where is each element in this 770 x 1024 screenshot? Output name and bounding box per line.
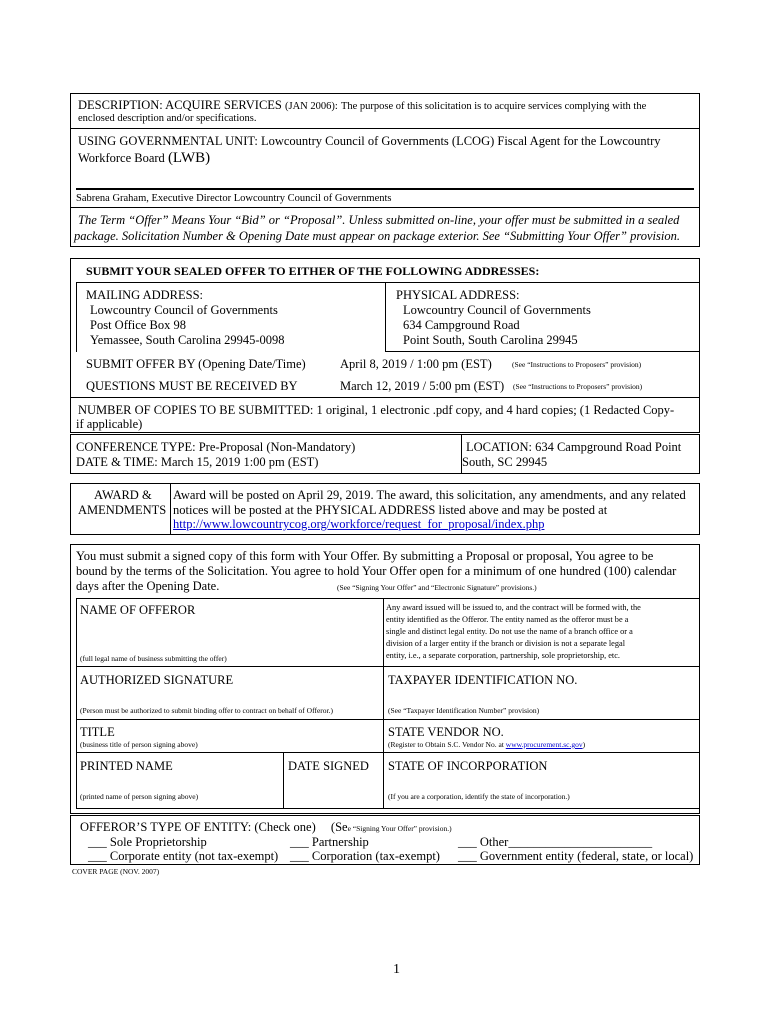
footer-label: COVER PAGE (NOV. 2007) [72, 867, 160, 876]
entity-option[interactable]: ___ Partnership [290, 835, 369, 849]
entity-option[interactable]: ___ Government entity (federal, state, or local) [458, 849, 694, 863]
state-vendor-hint-end: ) [582, 740, 586, 749]
entity-option[interactable]: ___ Corporate entity (not tax-exempt) [88, 849, 279, 863]
questions-note: (See “Instructions to Proposers” provision) [513, 382, 643, 391]
mailing-address-line: Lowcountry Council of Governments [90, 303, 278, 317]
offeror-side-note: division of a larger entity if the branch or division is not a separate legal [386, 639, 626, 648]
divider [76, 666, 700, 667]
state-vendor-hint [388, 740, 585, 750]
offeror-side-note: Any award issued will be issued to, and the contract will be formed with, the [386, 603, 641, 612]
state-incorporation-hint: (If you are a corporation, identify the state of incorporation.) [388, 792, 570, 801]
submit-by-label: SUBMIT OFFER BY (Opening Date/Time) [86, 357, 306, 371]
printed-name-hint: (printed name of person signing above) [80, 792, 199, 801]
entity-option[interactable]: ___ Other_______________________ [458, 835, 653, 849]
award-label: AMENDMENTS [78, 503, 167, 517]
offeror-side-note: entity identified as the Offeror. The entity named as the offeror must be a [386, 615, 629, 624]
offeror-name-label: NAME OF OFFEROR [80, 603, 196, 617]
divider [383, 598, 384, 809]
conference-type: CONFERENCE TYPE: Pre-Proposal (Non-Mandatory) [76, 440, 356, 454]
divider [76, 598, 77, 809]
mailing-address-line: Post Office Box 98 [90, 318, 186, 332]
description-date: (JAN 2006): [285, 101, 338, 112]
page-number: 1 [393, 962, 400, 977]
entity-note: e “Signing Your Offer” provision.) [347, 824, 452, 833]
conference-datetime: DATE & TIME: March 15, 2019 1:00 pm (EST) [76, 455, 319, 469]
entity-label-text: OFFEROR’S TYPE OF ENTITY: (Check one) [80, 820, 316, 834]
physical-address-line: 634 Campground Road [403, 318, 520, 332]
award-text-line1: Award will be posted on April 29, 2019. The award, this solicitation, any amendments, and any related [173, 488, 686, 502]
offeror-side-note: single and distinct legal entity. Do not use the name of a branch office or a [386, 627, 633, 636]
divider [70, 397, 700, 398]
submit-by-note: (See “Instructions to Proposers” provision) [512, 360, 642, 369]
conference-location: LOCATION: 634 Campground Road Point [466, 440, 682, 454]
divider [76, 808, 700, 809]
offeror-side-note: entity, i.e., a separate corporation, partnership, sole proprietorship, etc. [386, 651, 620, 660]
signature-rule [76, 188, 694, 190]
governmental-unit-line2 [78, 151, 210, 166]
addresses-heading: SUBMIT YOUR SEALED OFFER TO EITHER OF THE FOLLOWING ADDRESSES: [86, 264, 540, 278]
printed-name-label: PRINTED NAME [80, 759, 173, 773]
description-label: DESCRIPTION: ACQUIRE SERVICES [78, 98, 282, 112]
title-label: TITLE [80, 725, 115, 739]
state-vendor-label: STATE VENDOR NO. [388, 725, 504, 739]
submit-by-value: April 8, 2019 / 1:00 pm (EST) [340, 357, 492, 371]
description-body-2: enclosed description and/or specifications. [78, 113, 257, 124]
physical-address-label: PHYSICAL ADDRESS: [396, 288, 520, 302]
taxpayer-id-label: TAXPAYER IDENTIFICATION NO. [388, 673, 578, 687]
award-link[interactable]: http://www.lowcountrycog.org/workforce/request_for_proposal/index.php [173, 517, 545, 531]
divider [76, 598, 700, 599]
conference-location: South, SC 29945 [462, 455, 548, 469]
mailing-address-label: MAILING ADDRESS: [86, 288, 204, 302]
authorized-signature-hint: (Person must be authorized to submit binding offer to contract on behalf of Offeror.) [80, 706, 333, 715]
divider [76, 282, 386, 283]
agreement-note: (See “Signing Your Offer” and “Electronic Signature” provisions.) [337, 583, 537, 592]
entity-option[interactable]: ___ Sole Proprietorship [88, 835, 207, 849]
state-incorporation-label: STATE OF INCORPORATION [388, 759, 548, 773]
entity-label [80, 820, 452, 835]
award-text-line2: notices will be posted at the PHYSICAL ADDRESS listed above and may be posted at [173, 503, 608, 517]
copies-line1: NUMBER OF COPIES TO BE SUBMITTED: 1 original, 1 electronic .pdf copy, and 4 hard copies; (1 Redacted Copy- [78, 403, 675, 417]
offer-term-line1: The Term “Offer” Means Your “Bid” or “Proposal”. Unless submitted on-line, your offer must be submitted in a sealed [78, 213, 680, 227]
agreement-line2: bound by the terms of the Solicitation. You agree to hold Your Offer open for a minimum of one hundred (100) calendar [76, 564, 677, 578]
title-hint: (business title of person signing above) [80, 740, 198, 749]
divider [70, 207, 700, 208]
award-label: AWARD & [94, 488, 152, 502]
divider [283, 752, 284, 808]
state-vendor-hint-text: (Register to Obtain S.C. Vendor No. at [388, 740, 504, 749]
governmental-unit-line1: USING GOVERNMENTAL UNIT: Lowcountry Council of Governments (LCOG) Fiscal Agent for the Lowcountry [78, 134, 661, 148]
offer-term-line2: package. Solicitation Number & Opening Date must appear on package exterior. See “Submitting Your Offer” provision. [74, 229, 680, 243]
physical-address-line: Point South, South Carolina 29945 [403, 333, 578, 347]
divider [76, 752, 700, 753]
description-body: The purpose of this solicitation is to acquire services complying with the [340, 101, 647, 112]
agreement-line1: You must submit a signed copy of this form with Your Offer. By submitting a Proposal or proposal, You agree to be [76, 549, 654, 563]
governmental-unit-board: Workforce Board [78, 151, 165, 165]
entity-option[interactable]: ___ Corporation (tax-exempt) [290, 849, 440, 863]
offeror-name-hint: (full legal name of business submitting the offer) [80, 654, 227, 663]
questions-label: QUESTIONS MUST BE RECEIVED BY [86, 379, 298, 393]
copies-line2: if applicable) [76, 417, 143, 431]
procurement-link[interactable]: www.procurement.sc.gov [505, 740, 583, 749]
questions-value: March 12, 2019 / 5:00 pm (EST) [340, 379, 505, 393]
signatory-name: Sabrena Graham, Executive Director Lowcountry Council of Governments [76, 193, 392, 204]
date-signed-label: DATE SIGNED [288, 759, 369, 773]
taxpayer-id-hint: (See “Taxpayer Identification Number” provision) [388, 706, 540, 715]
divider [170, 483, 171, 535]
authorized-signature-label: AUTHORIZED SIGNATURE [80, 673, 234, 687]
mailing-address-line: Yemassee, South Carolina 29945-0098 [90, 333, 285, 347]
governmental-unit-abbr: (LWB) [167, 150, 211, 166]
entity-see: (Se [330, 820, 348, 834]
divider [70, 128, 700, 129]
agreement-line3: days after the Opening Date. [76, 579, 220, 593]
physical-address-line: Lowcountry Council of Governments [403, 303, 591, 317]
divider [76, 719, 700, 720]
